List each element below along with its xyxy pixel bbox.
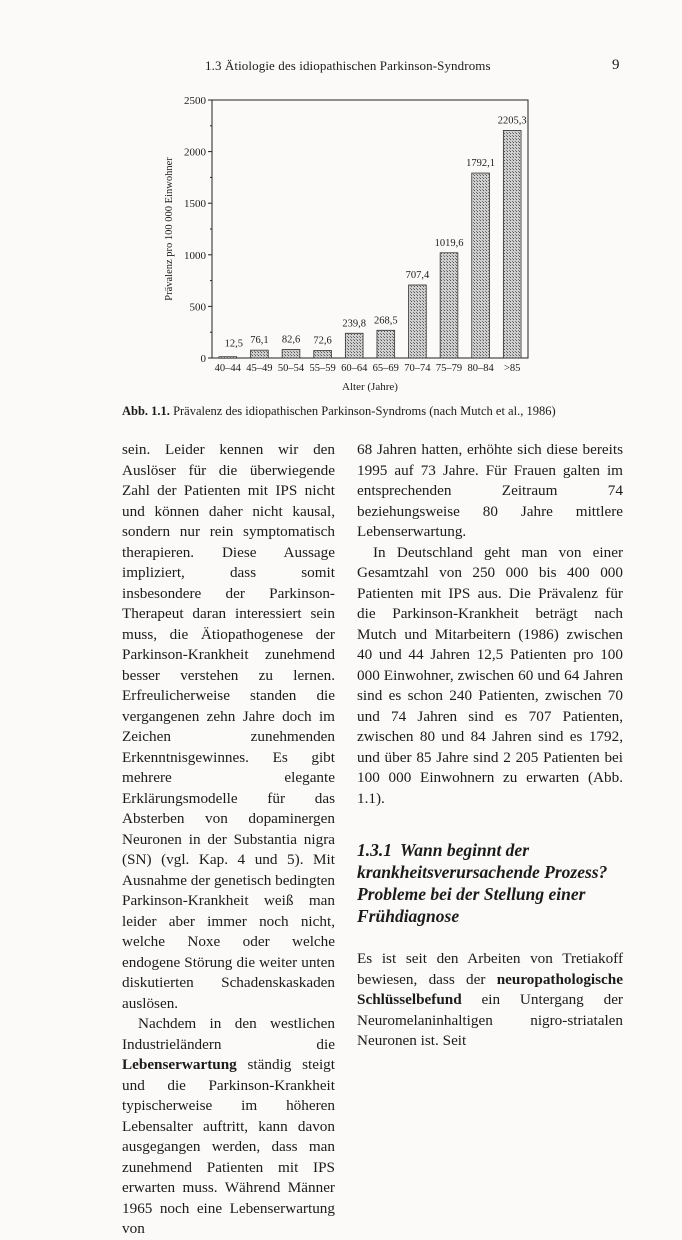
x-tick-label: 45–49 (246, 363, 273, 374)
bar (377, 330, 395, 358)
y-tick-label: 2000 (184, 146, 206, 159)
body-paragraph: In Deutschland geht man von einer Gesamtzahl von 250 000 bis 400 000 Patienten mit IPS aus. Die Prävalenz für die Parkinson-Krankheit beträgt nach Mutch und Mitarbeitern (1986) zwischen 40 und 44 Jahren 12,5 Patienten pro 100 000 Einwohner, zwischen 60 und 64 Jahren sind es schon 240 Patienten, zwischen 70 und 74 Jahren sind es 707 Patienten, zwischen 80 und 84 Jahren sind es 1792, und über 85 Jahre sind 2 205 Patienten bei 100 000 Einwohnern zu erwarten (Abb. 1.1). (357, 543, 623, 807)
x-tick-label: 50–54 (277, 363, 305, 374)
section-heading (357, 839, 623, 927)
body-paragraph: 68 Jahren hatten, erhöhte sich diese bereits 1995 auf 73 Jahre. Für Frauen galten im entsprechenden Zeitraum 74 beziehungsweise 80 Jahre mittlere Lebenserwartung. (357, 441, 623, 540)
bar-value-label: 72,6 (313, 335, 332, 347)
bar-value-label: 76,1 (250, 335, 269, 347)
bar-value-label: 1792,1 (466, 158, 496, 170)
bar-value-label: 1019,6 (434, 237, 464, 249)
bar-value-label: 268,5 (373, 315, 398, 327)
x-tick-label: 70–74 (404, 363, 431, 374)
bar-value-label: 707,4 (405, 269, 430, 281)
bar (503, 130, 521, 358)
bar (440, 253, 458, 358)
bar-value-label: 2205,3 (497, 115, 527, 127)
bar-value-label: 12,5 (224, 338, 243, 350)
figure-caption-label: Abb. 1.1. (122, 404, 170, 418)
bar (282, 349, 300, 358)
body-paragraph: sein. Leider kennen wir den Auslöser für die überwiegende Zahl der Patienten mit IPS nicht und können daher nicht kausal, sondern nur rein symptomatisch therapieren. Diese Aussage impliziert, dass somit insbesondere der Parkinson-Therapeut daran interessiert sein muss, die Ätiopathogenese der Parkinson-Krankheit zunehmend besser verstehen zu lernen. Erfreulicherweise standen die vergangenen zehn Jahre doch im Zeichen zunehmenden Erkenntnisgewinnes. Es gibt mehrere elegante Erklärungsmodelle für das Absterben von dopaminergen Neuronen in der Substantia nigra (SN) (vgl. Kap. 4 und 5). Mit Ausnahme der genetisch bedingten Parkinson-Krankheit weiß man leider aber immer noch nicht, welche Noxe oder welche endogene Störung die weiter unten diskutierten Schadenskaskaden auslösen. (122, 441, 335, 1012)
body-paragraph (122, 1014, 335, 1240)
bar-value-label: 239,8 (342, 318, 367, 330)
x-tick-label: 80–84 (467, 363, 494, 374)
body-text: ständig steigt und die Parkinson-Krankheit typischerweise im höheren Lebensalter auftritt, kann davon ausgegangen werden, dass man zunehmend Patienten mit IPS erwarten muss. Während Männer 1965 noch eine Lebenserwartung von (122, 1056, 335, 1237)
bar (219, 357, 237, 359)
bar (251, 350, 269, 358)
bar (472, 173, 490, 358)
y-tick-label: 2500 (184, 95, 206, 107)
x-tick-label: 40–44 (214, 363, 241, 374)
prevalence-bar-chart (150, 88, 550, 398)
figure-caption-text: Prävalenz des idiopathischen Parkinson-Syndroms (nach Mutch et al., 1986) (173, 404, 556, 418)
x-tick-label: 55–59 (309, 363, 336, 374)
x-tick-label: 75–79 (435, 363, 463, 374)
right-text-column (357, 440, 623, 1052)
body-text: Es ist seit den Arbeiten von Tretiakoff bewiesen, dass der (357, 950, 623, 988)
y-tick-label: 1000 (184, 249, 206, 262)
y-tick-label: 500 (189, 301, 206, 314)
section-title: Wann beginnt der krankheitsverursachende Prozess? Probleme bei der Stellung einer Frühdiagnose (357, 840, 608, 926)
bar (409, 285, 427, 358)
body-text: ein Untergang der Neuromelaninhaltigen nigro-striatalen Neuronen ist. Seit (357, 991, 623, 1049)
y-tick-label: 0 (200, 353, 206, 365)
body-paragraph (357, 949, 623, 1052)
x-tick-label: >85 (503, 363, 521, 374)
left-text-column (122, 440, 335, 1240)
bold-term: neuropathologische Schlüsselbefund (357, 970, 623, 1008)
section-number: 1.3.1 (357, 840, 392, 860)
page-number: 9 (612, 57, 620, 73)
running-title: 1.3 Ätiologie des idiopathischen Parkinson-Syndroms (205, 58, 491, 73)
x-tick-label: 60–64 (341, 363, 368, 374)
x-axis-label: Alter (Jahre) (342, 381, 398, 393)
bold-term: Lebenserwartung (122, 1056, 237, 1073)
y-axis-label: Prävalenz pro 100 000 Einwohner (164, 157, 175, 301)
x-tick-label: 65–69 (372, 363, 399, 374)
bar (345, 333, 363, 358)
figure-caption (122, 404, 556, 419)
y-tick-label: 1500 (184, 198, 206, 211)
bar-value-label: 82,6 (281, 334, 301, 346)
bar (314, 351, 332, 358)
body-text: Nachdem in den westlichen Industrieländern die (122, 1015, 335, 1053)
